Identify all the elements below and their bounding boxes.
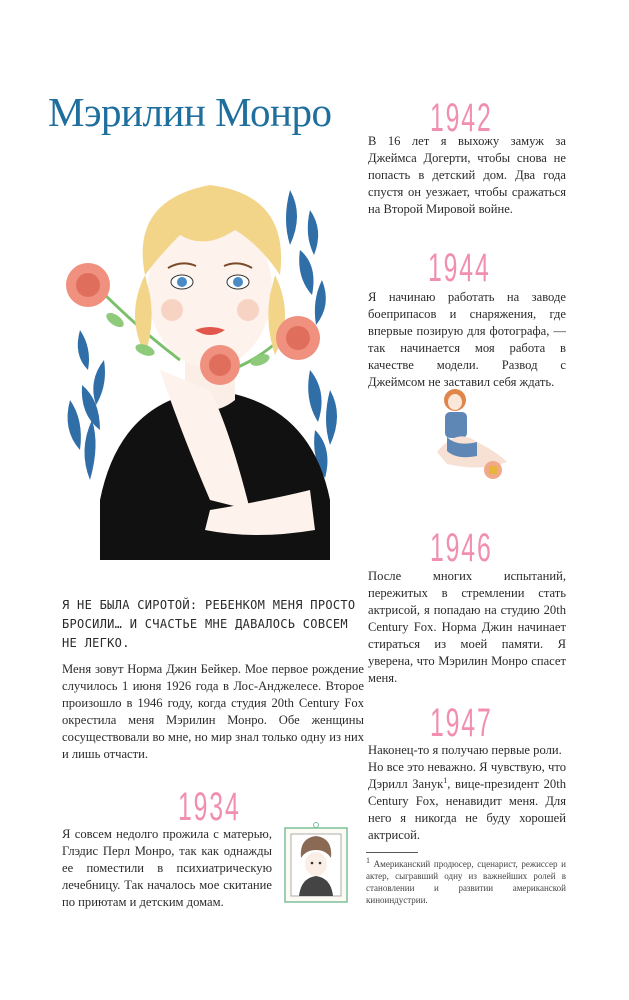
footnote [366, 858, 566, 906]
footnote-ref: 1 [443, 775, 448, 785]
timeline-year-1947: 1947 [430, 701, 493, 745]
timeline-text-1934: Я совсем недолго прожила с матерью, Глэдис Перл Монро, так как однажды ее поместили в психиатрическую лечебницу. Так началось мое скитание по приютам и детским домам. [62, 827, 272, 909]
marilyn-portrait-illustration [60, 170, 360, 570]
timeline-text-1944: Я начинаю работать на заводе боеприпасов и снаряжения, где впервые позирую для фотографа, — так начинается моя работа в качестве модели. Развод с Джеймсом не заставил себя ждать. [368, 290, 566, 389]
framed-child-portrait [281, 822, 351, 906]
timeline-year-1942: 1942 [430, 96, 493, 140]
footnote-divider [366, 852, 418, 853]
timeline-text-1946: После многих испытаний, пережитых в стремлении стать актрисой, я попадаю на студию 20th Century Fox. Норма Джин начинает стираться из моей памяти. Я уверена, что Мэрилин Монро спасет меня. [368, 569, 566, 685]
timeline-text-1947-b: Но все это неважно. Я чувствую, что Дэрилл Занук [368, 760, 566, 791]
footnote-mark: 1 [366, 856, 370, 865]
timeline-year-1946: 1946 [430, 526, 493, 570]
timeline-year-1944: 1944 [428, 246, 491, 290]
timeline-year-1934: 1934 [178, 785, 241, 829]
timeline-text-1947-c: , вице-президент 20th Century Fox, ненавидит меня. Для него я никогда не буду хорошей актрисой. [368, 777, 566, 842]
timeline-text-1947 [368, 742, 566, 844]
pinup-illustration [425, 382, 515, 492]
timeline-text-1942: В 16 лет я выхожу замуж за Джеймса Догерти, чтобы снова не попасть в детский дом. Два года спустя он уезжает, чтобы сражаться на Второй Мировой войне. [368, 134, 566, 216]
handwritten-quote: Я НЕ БЫЛА СИРОТОЙ: РЕБЕНКОМ МЕНЯ ПРОСТО БРОСИЛИ… И СЧАСТЬЕ МНЕ ДАВАЛОСЬ СОВСЕМ НЕ ЛЕГКО. [62, 598, 356, 650]
intro-paragraph: Меня зовут Норма Джин Бейкер. Мое первое рождение случилось 1 июня 1926 года в Лос-Анджелесе. Второе произошло в 1946 году, когда студия 20th Century Fox окрестила меня Мэрилин Монро. Обе женщины сосуществовали во мне, но мир знал только одну из них и лишь отчасти. [62, 662, 364, 761]
page-title: Мэрилин Монро [48, 89, 332, 135]
footnote-text: Американский продюсер, сценарист, режиссер и актер, сыгравший одну из важнейших ролей в становлении и развитии американской киноиндустрии. [366, 859, 566, 905]
timeline-text-1947-a: Наконец-то я получаю первые роли. [368, 743, 562, 757]
